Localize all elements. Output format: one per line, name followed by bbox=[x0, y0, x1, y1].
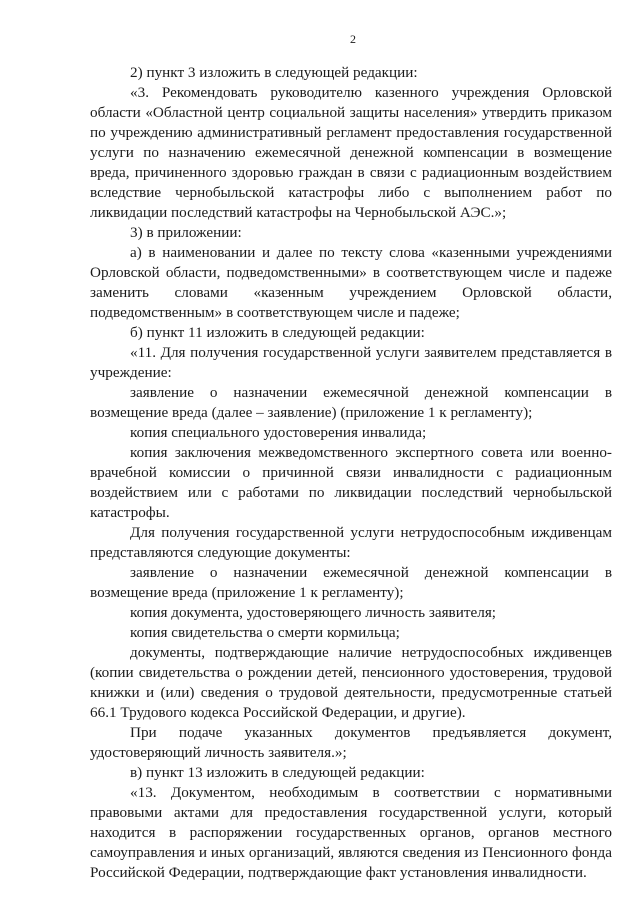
paragraph-subitem-a: а) в наименовании и далее по тексту слова «казенными учреждениями Орловской области, подведомственными» в соответствующем числе и падеже заменить словами «казенным учреждением Орловской области, подведомственным» в соответствующем числе и падеже; bbox=[90, 244, 612, 321]
paragraph-item-2: 2) пункт 3 изложить в следующей редакции: bbox=[130, 64, 418, 81]
paragraph-subitem-v: в) пункт 13 изложить в следующей редакции: bbox=[130, 764, 425, 781]
list-item: копия специального удостоверения инвалида; bbox=[130, 424, 427, 441]
paragraph-point-11-intro: «11. Для получения государственной услуги заявителем представляется в учреждение: bbox=[90, 344, 612, 381]
paragraph-point-13-text: «13. Документом, необходимым в соответствии с нормативными правовыми актами для предоставления государственной услуги, который находится в распоряжении государственных органов, органов местного самоуправления и иных организаций, являются сведения из Пенсионного фонда Российской Федерации, подтверждающие факт установления инвалидности. bbox=[90, 784, 612, 881]
list-item: копия заключения межведомственного экспертного совета или военно-врачебной комиссии о причинной связи инвалидности с радиационным воздействием или с работами по ликвидации последствий чернобыльской катастрофы. bbox=[90, 444, 612, 521]
list-item: копия свидетельства о смерти кормильца; bbox=[130, 624, 400, 641]
paragraph-subitem-b: б) пункт 11 изложить в следующей редакции: bbox=[130, 324, 425, 341]
paragraph-dependents-intro: Для получения государственной услуги нетрудоспособным иждивенцам представляются следующие документы: bbox=[90, 524, 612, 561]
page-number: 2 bbox=[350, 32, 356, 46]
paragraph-id-document: При подаче указанных документов предъявляется документ, удостоверяющий личность заявителя.»; bbox=[90, 724, 612, 761]
paragraph-item-3: 3) в приложении: bbox=[130, 224, 242, 241]
list-item: заявление о назначении ежемесячной денежной компенсации в возмещение вреда (приложение 1 к регламенту); bbox=[90, 564, 612, 601]
list-item: документы, подтверждающие наличие нетрудоспособных иждивенцев (копии свидетельства о рождении детей, пенсионного удостоверения, трудовой книжки и (или) сведения о трудовой деятельности, предусмотренные статьей 66.1 Трудового кодекса Российской Федерации, и другие). bbox=[90, 644, 612, 721]
list-item: копия документа, удостоверяющего личность заявителя; bbox=[130, 604, 497, 621]
paragraph-point-3-text: «3. Рекомендовать руководителю казенного учреждения Орловской области «Областной центр социальной защиты населения» утвердить приказом по учреждению административный регламент предоставления государственной услуги по назначению ежемесячной денежной компенсации в возмещение вреда, причиненного здоровью граждан в связи с радиационным воздействием вследствие чернобыльской катастрофы либо с выполнением работ по ликвидации последствий катастрофы на Чернобыльской АЭС.»; bbox=[90, 84, 612, 221]
list-item: заявление о назначении ежемесячной денежной компенсации в возмещение вреда (далее – заявление) (приложение 1 к регламенту); bbox=[90, 384, 612, 421]
